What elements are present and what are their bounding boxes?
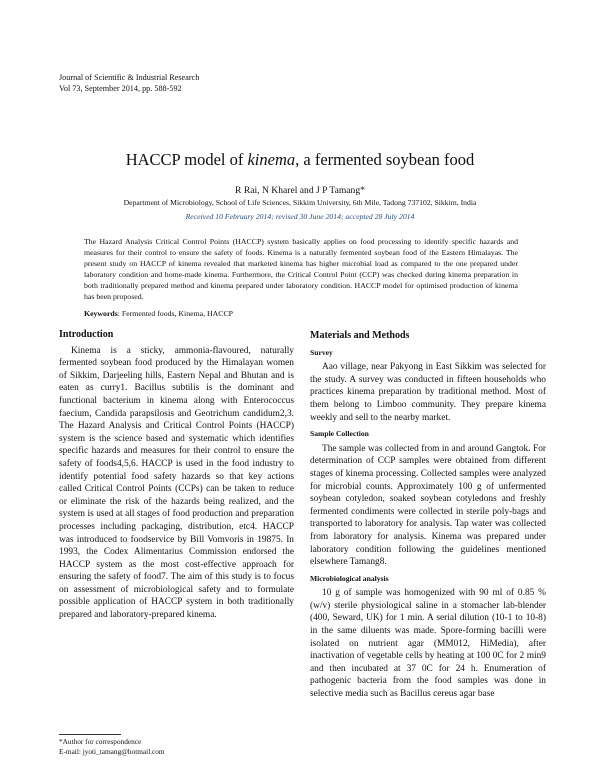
keywords bbox=[84, 309, 518, 318]
sample-heading: Sample Collection bbox=[310, 429, 369, 439]
abstract: The Hazard Analysis Critical Control Points (HACCP) system basically applies on food processing to identify specific hazards and measures for their control to ensure the safety of foods. Kinema is a naturally fermented soybean food of the Eastern Himalayas. The present study on HACCP of kinema revealed that marketed kinema has higher microbial load as compared to the one prepared under laboratory condition and home-made kinema. Furthermore, the Critical Control Point (CCP) was checked during kinema preparation in both traditionally prepared method and kinema prepared under laboratory condition. HACCP model for optimised production of kinema has been proposed. bbox=[84, 237, 518, 301]
left-column bbox=[59, 329, 294, 622]
footnote-rule bbox=[59, 734, 121, 735]
keywords-label: Keywords bbox=[84, 309, 118, 318]
journal-volume: Vol 73, September 2014, pp. 588-592 bbox=[59, 84, 182, 93]
methods-heading: Materials and Methods bbox=[310, 330, 410, 341]
right-column bbox=[310, 330, 546, 701]
introduction-text: Kinema is a sticky, ammonia-flavoured, naturally fermented soybean food produced by the Himalayan women of Sikkim, Darjeeling hills, Eastern Nepal and Bhutan and is eaten as curry1. Bacillus subtilis is the dominant and functional bacterium in kinema along with Enterococcus faecium, Candida parapsilosis and Geotrichum candidum2,3. The Hazard Analysis and Critical Control Points (HACCP) system is the science based and systematic which identifies specific hazards and measures for their control to ensure the safety of foods4,5,6. HACCP is used in the food industry to identify potential food safety hazards so that key actions called Critical Control Points (CCPs) can be taken to reduce or eliminate the risk of the hazards being realized, and the system is used at all stages of food production and preparation processes including packaging, distribution, etc4. HACCP was introduced to foodservice by Bill Vomvoris in 19875. In 1993, the Codex Alimentarius Commission endorsed the HACCP system as the most cost-effective approach for ensuring the safety of food7. The aim of this study is to focus on assessment of microbiological safety and to formulate possible application of HACCP system in both traditionally prepared and laboratory-prepared kinema. bbox=[59, 345, 294, 621]
introduction-heading: Introduction bbox=[59, 329, 114, 340]
survey-text: Aao village, near Pakyong in East Sikkim was selected for the study. A survey was conducted in fifteen households who practices kinema preparation by traditional method. Most of them belong to Limboo community. They prepare kinema weekly and sell to the nearby market. bbox=[310, 362, 546, 423]
journal-name: Journal of Scientific & Industrial Research bbox=[59, 73, 200, 82]
survey-heading: Survey bbox=[310, 347, 333, 357]
keywords-text: : Fermented foods, Kinema, HACCP bbox=[117, 309, 234, 318]
micro-text: 10 g of sample was homogenized with 90 ml of 0.85 % (w/v) sterile physiological saline in a stomacher lab-blender (400, Seward, UK) for 1 min. A serial dilution (10-1 to 10-8) in the same diluents was made. Spore-forming bacilli were isolated on nutrient agar (MM012, HiMedia), after inactivation of vegetable cells by heating at 100 0C for 2 min9 and then incubated at 37 0C for 24 h. Enumeration of pathogenic bacteria from the food samples was done in selective media such as Bacillus cereus agar base bbox=[310, 588, 546, 700]
paper-title: HACCP model of kinema, a fermented soybean food bbox=[125, 150, 475, 169]
journal-header bbox=[59, 72, 199, 94]
micro-heading: Microbiological analysis bbox=[310, 573, 389, 583]
affiliation: Department of Microbiology, School of Life Sciences, Sikkim University, 6th Mile, Tadong 737102, Sikkim, India bbox=[123, 198, 477, 207]
authors: R Rai, N Kharel and J P Tamang* bbox=[235, 185, 365, 196]
footnote-email: E-mail: jyoti_tamang@hotmail.com bbox=[59, 747, 165, 756]
footnote bbox=[59, 737, 165, 757]
received-dates: Received 10 February 2014; revised 30 June 2014; accepted 28 July 2014 bbox=[185, 212, 415, 221]
sample-text: The sample was collected from in and around Gangtok. For determination of CCP samples were obtained from different stages of kinema processing. Collected samples were analyzed for microbial counts. Approximately 100 g of unfermented soybean cotyledon, soaked soybean cotyledons and freshly fermented condiments were collected in sterile poly-bags and transported to laboratory for analysis. Tap water was collected from laboratory for analysis. Kinema was prepared under laboratory condition following the guidelines mentioned elsewhere Tamang8. bbox=[310, 443, 546, 568]
footnote-author: *Author for correspondence bbox=[59, 737, 142, 746]
